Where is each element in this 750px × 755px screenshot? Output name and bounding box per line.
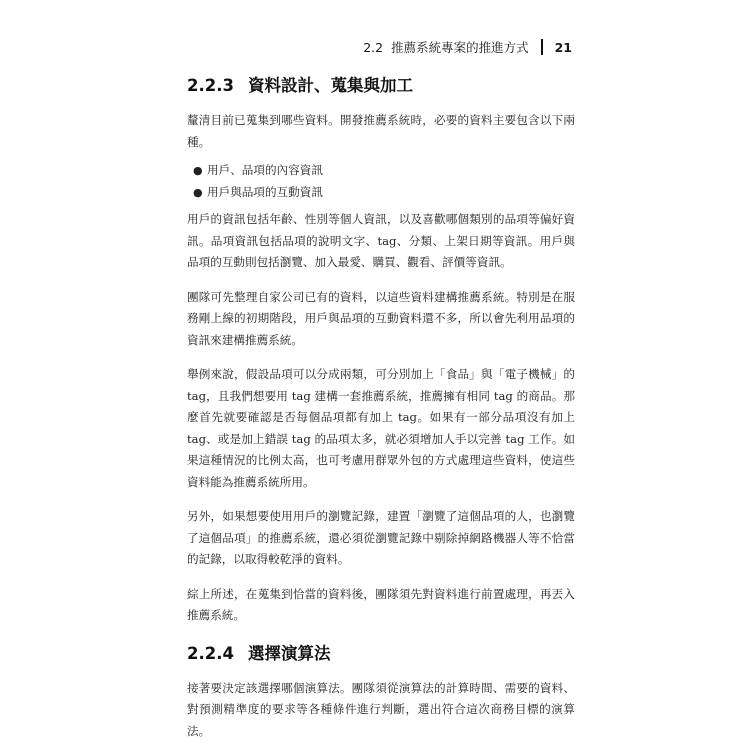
body-paragraph: 另外，如果想要使用用戶的瀏覽記錄，建置「瀏覽了這個品項的人，也瀏覽了這個品項」的推薦系統，還必須從瀏覽記錄中剔除掉網路機器人等不恰當的記錄，以取得較乾淨的資料。	[187, 509, 575, 566]
running-header	[363, 38, 572, 56]
section-number: 2.2.4	[187, 643, 234, 663]
body-paragraph: 用戶的資訊包括年齡、性別等個人資訊，以及喜歡哪個類別的品項等偏好資訊。品項資訊包括品項的說明文字、tag、分類、上架日期等資訊。用戶與品項的互動則包括瀏覽、加入最愛、購買、觀看、評價等資訊。	[187, 212, 575, 269]
section-heading-2-2-4	[187, 640, 575, 664]
page-body	[187, 72, 575, 755]
section-title: 選擇演算法	[247, 643, 331, 663]
header-divider	[541, 39, 543, 55]
section-number: 2.2.3	[187, 76, 234, 95]
section-heading-2-2-3	[187, 72, 575, 96]
list-item-text: 用戶與品項的互動資訊	[207, 184, 323, 199]
page-number: 21	[554, 39, 572, 55]
body-paragraph: 綜上所述，在蒐集到恰當的資料後，團隊須先對資料進行前置處理，再丟入推薦系統。	[187, 586, 575, 622]
list-item-text: 用戶、品項的內容資訊	[207, 163, 323, 177]
data-types-list	[187, 160, 575, 203]
header-chapter-title: 推薦系統專案的推進方式	[391, 40, 529, 55]
body-paragraph: 團隊可先整理自家公司已有的資料，以這些資料建構推薦系統。特別是在服務剛上線的初期階段，用戶與品項的互動資料還不多，所以會先利用品項的資訊來建構推薦系統。	[187, 289, 575, 347]
header-section-ref: 2.2	[363, 39, 384, 55]
intro-paragraph: 釐清目前已蒐集到哪些資料。開發推薦系統時，必要的資料主要包含以下兩種。	[187, 113, 575, 149]
list-item	[187, 160, 575, 182]
bullet-icon: ●	[193, 185, 203, 199]
body-paragraph: 接著要決定該選擇哪個演算法。團隊須從演算法的計算時間、需要的資料、對預測精準度的要求等各種條件進行判斷，選出符合這次商務目標的演算法。	[187, 680, 575, 738]
list-item	[187, 182, 575, 204]
bullet-icon: ●	[193, 164, 203, 177]
section-title: 資料設計、蒐集與加工	[247, 76, 413, 95]
body-paragraph: 舉例來說，假設品項可以分成兩類，可分別加上「食品」與「電子機械」的 tag，且我們想要用 tag 建構一套推薦系統，推薦擁有相同 tag 的商品。那麼首先就要確認是否每個品項都有加上 tag。如果有一部分品項沒有加上 tag、或是加上錯誤 tag 的品項太多，就必須增加人手以完善 tag 工作。如果這種情況的比例太高，也可考慮用群眾外包的方式處理這些資料，使這些資料能為推薦系統所用。	[187, 367, 575, 489]
